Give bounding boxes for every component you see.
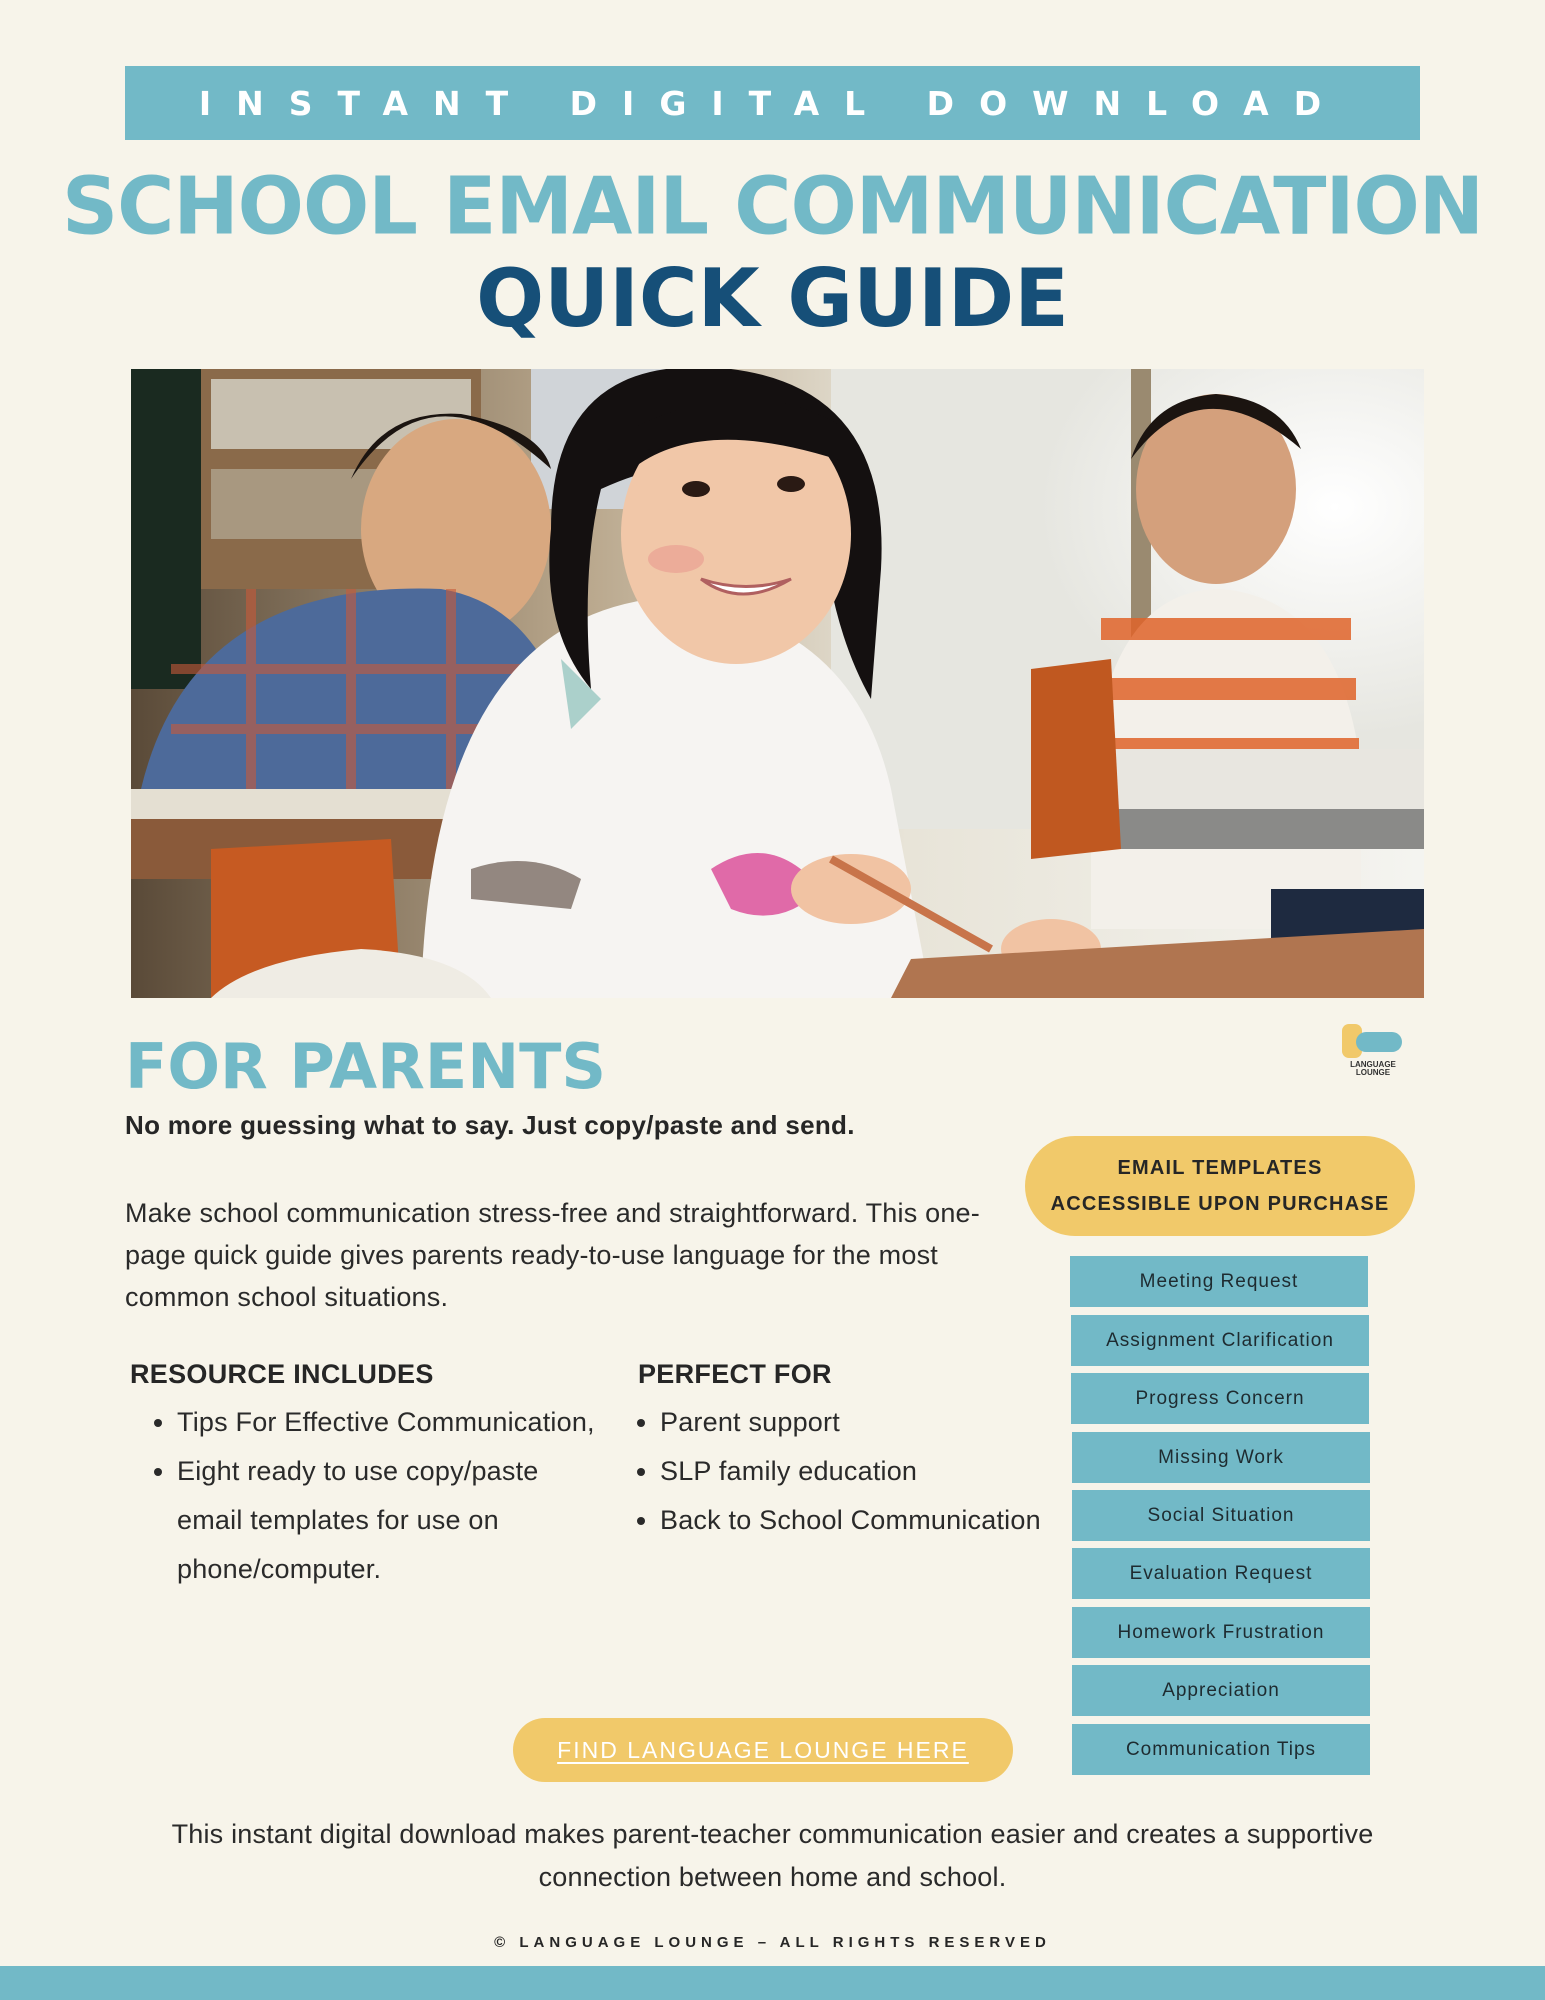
template-missing-work — [1072, 1432, 1370, 1483]
footer-bar — [0, 1966, 1545, 2000]
closing-statement: This instant digital download makes parent-teacher communication easier and creates a supportive connection between home and school. — [171, 1819, 1374, 1892]
template-evaluation-request — [1072, 1548, 1370, 1599]
template-assignment-clarification — [1071, 1315, 1369, 1366]
pill-line-1: EMAIL TEMPLATES — [1117, 1157, 1323, 1179]
email-templates-pill — [1025, 1136, 1415, 1236]
logo-icon — [1338, 1022, 1408, 1078]
template-label: Appreciation — [1162, 1679, 1280, 1701]
list-item: • SLP family education — [660, 1447, 1090, 1496]
classroom-photo — [131, 369, 1424, 998]
intro-paragraph: Make school communication stress-free and straightforward. This one-page quick guide gives parents ready-to-use language for the most common school situations. — [125, 1198, 980, 1312]
template-homework-frustration — [1072, 1607, 1370, 1658]
title-line-1: SCHOOL EMAIL COMMUNICATION — [61, 161, 1484, 253]
banner-text: INSTANT DIGITAL DOWNLOAD — [198, 83, 1347, 123]
for-parents-heading: FOR PARENTS — [125, 1030, 607, 1103]
template-label: Progress Concern — [1135, 1387, 1305, 1409]
svg-text:LOUNGE: LOUNGE — [1355, 1068, 1391, 1077]
pill-line-2: ACCESSIBLE UPON PURCHASE — [1050, 1193, 1390, 1215]
template-label: Evaluation Request — [1129, 1562, 1313, 1584]
tagline: No more guessing what to say. Just copy/paste and send. — [125, 1110, 855, 1140]
top-banner — [125, 66, 1420, 140]
template-appreciation — [1072, 1665, 1370, 1716]
list-item: • Back to School Communication — [660, 1496, 1090, 1545]
perfect-for-list — [610, 1398, 1090, 1545]
template-label: Assignment Clarification — [1106, 1329, 1334, 1351]
find-language-lounge-button[interactable] — [513, 1718, 1013, 1782]
svg-text:LANGUAGE: LANGUAGE — [1350, 1060, 1396, 1069]
classroom-photo-illustration — [131, 369, 1424, 998]
template-label: Missing Work — [1158, 1446, 1284, 1468]
list-item: • Eight ready to use copy/paste email templates for use on phone/computer. — [177, 1447, 607, 1594]
list-item: • Parent support — [660, 1398, 1090, 1447]
resource-includes-heading: RESOURCE INCLUDES — [130, 1359, 434, 1389]
template-label: Meeting Request — [1139, 1270, 1299, 1292]
template-communication-tips — [1072, 1724, 1370, 1775]
template-social-situation — [1072, 1490, 1370, 1541]
resource-includes-list — [127, 1398, 607, 1594]
template-label: Communication Tips — [1125, 1738, 1317, 1760]
template-progress-concern — [1071, 1373, 1369, 1424]
template-label: Homework Frustration — [1117, 1621, 1325, 1643]
language-lounge-logo — [1338, 1022, 1408, 1078]
list-item: • Tips For Effective Communication, — [177, 1398, 607, 1447]
template-label: Social Situation — [1147, 1504, 1295, 1526]
template-meeting-request — [1070, 1256, 1368, 1307]
perfect-for-heading: PERFECT FOR — [638, 1359, 832, 1389]
copyright-notice: © LANGUAGE LOUNGE – ALL RIGHTS RESERVED — [494, 1934, 1051, 1951]
find-button-label: FIND LANGUAGE LOUNGE HERE — [557, 1736, 969, 1763]
title-line-2: QUICK GUIDE — [476, 252, 1069, 345]
